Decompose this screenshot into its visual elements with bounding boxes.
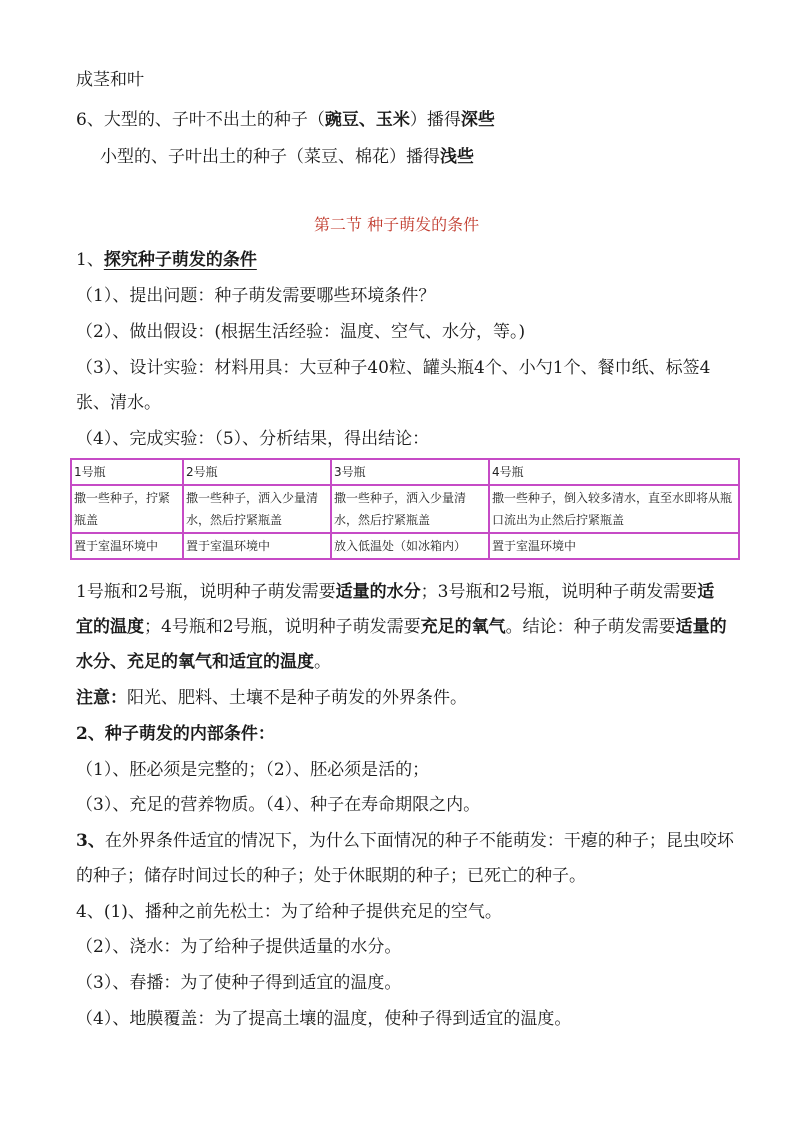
text-span: 小型的、子叶出土的种子（菜豆、棉花）播得 <box>100 147 440 167</box>
text-line: 4、(1)、播种之前先松土：为了给种子提供充足的空气。 <box>76 902 502 922</box>
text-line <box>76 580 714 604</box>
table-row <box>71 533 739 559</box>
text-line <box>76 248 257 272</box>
table-cell: 置于室温环境中 <box>71 533 183 559</box>
text-line <box>100 145 474 169</box>
text-line: （1）、提出问题：种子萌发需要哪些环境条件？ <box>76 286 436 306</box>
table-cell: 撒一些种子，洒入少量清水，然后拧紧瓶盖 <box>331 485 489 533</box>
table-cell: 撒一些种子，洒入少量清水，然后拧紧瓶盖 <box>183 485 331 533</box>
section-heading: 2、种子萌发的内部条件： <box>76 724 275 744</box>
table-cell: 置于室温环境中 <box>183 533 331 559</box>
bold-text: 注意： <box>76 688 127 708</box>
text-line: 张、清水。 <box>76 393 161 413</box>
table-cell: 撒一些种子，拧紧瓶盖 <box>71 485 183 533</box>
text-line <box>76 68 144 92</box>
text-line <box>76 615 727 639</box>
experiment-table <box>70 458 740 560</box>
text-line: （2）、浇水：为了给种子提供适量的水分。 <box>76 937 402 957</box>
text-span: 1号瓶和2号瓶，说明种子萌发需要 <box>76 582 336 602</box>
bold-text: 适 <box>697 582 715 602</box>
bold-text: 宜的温度 <box>76 617 144 637</box>
text-line: （3）、充足的营养物质。（4）、种子在寿命期限之内。 <box>76 795 481 815</box>
text-span: 6、大型的、子叶不出土的种子（ <box>76 110 325 130</box>
underlined-heading: 探究种子萌发的条件 <box>103 250 257 270</box>
text-span: ）播得 <box>409 110 461 130</box>
text-line: （4）、完成实验：（5）、分析结果，得出结论： <box>76 429 430 449</box>
table-cell: 放入低温处（如冰箱内） <box>331 533 489 559</box>
table-cell: 撒一些种子，倒入较多清水，直至水即将从瓶口流出为止然后拧紧瓶盖 <box>489 485 739 533</box>
text-line: （1）、胚必须是完整的；（2）、胚必须是活的； <box>76 760 430 780</box>
text-line <box>76 686 467 710</box>
table-cell: 2号瓶 <box>183 459 331 485</box>
table-cell: 3号瓶 <box>331 459 489 485</box>
text-line <box>76 108 495 132</box>
bold-text: 适量的 <box>675 617 727 637</box>
text-span: 在外界条件适宜的情况下，为什么下面情况的种子不能萌发：干瘪的种子；昆虫咬坏 <box>104 831 734 851</box>
text-span: 1、 <box>76 250 104 270</box>
bold-text: 3、 <box>76 831 105 851</box>
bold-text: 充足的氧气 <box>420 617 506 637</box>
text-line <box>76 829 734 853</box>
table-row <box>71 485 739 533</box>
text-line: （3）、春播：为了使种子得到适宜的温度。 <box>76 973 402 993</box>
section-title: 第二节 种子萌发的条件 <box>314 215 480 234</box>
text-span: 。结论：种子萌发需要 <box>505 617 676 637</box>
text-span: 成茎和叶 <box>76 70 144 90</box>
table-row <box>71 459 739 485</box>
bold-text: 豌豆、玉米 <box>324 110 410 130</box>
table-cell: 4号瓶 <box>489 459 739 485</box>
text-line: （2）、做出假设：(根据生活经验：温度、空气、水分，等。) <box>76 322 526 342</box>
text-line: （3）、设计实验：材料用具：大豆种子40粒、罐头瓶4个、小勺1个、餐巾纸、标签4 <box>76 358 711 378</box>
bold-text: 深些 <box>460 110 495 130</box>
text-span: 阳光、肥料、土壤不是种子萌发的外界条件。 <box>127 688 467 708</box>
text-span: 。 <box>314 652 331 672</box>
text-line <box>76 650 331 674</box>
table-cell: 1号瓶 <box>71 459 183 485</box>
text-span: ；4号瓶和2号瓶，说明种子萌发需要 <box>144 617 421 637</box>
text-span: ；3号瓶和2号瓶，说明种子萌发需要 <box>420 582 698 602</box>
text-line: （4）、地膜覆盖：为了提高土壤的温度，使种子得到适宜的温度。 <box>76 1009 572 1029</box>
table-cell: 置于室温环境中 <box>489 533 739 559</box>
bold-text: 水分、充足的氧气和适宜的温度 <box>76 652 314 672</box>
bold-text: 浅些 <box>440 147 474 167</box>
bold-text: 适量的水分 <box>335 582 421 602</box>
text-line: 的种子；储存时间过长的种子；处于休眠期的种子；已死亡的种子。 <box>76 866 586 886</box>
